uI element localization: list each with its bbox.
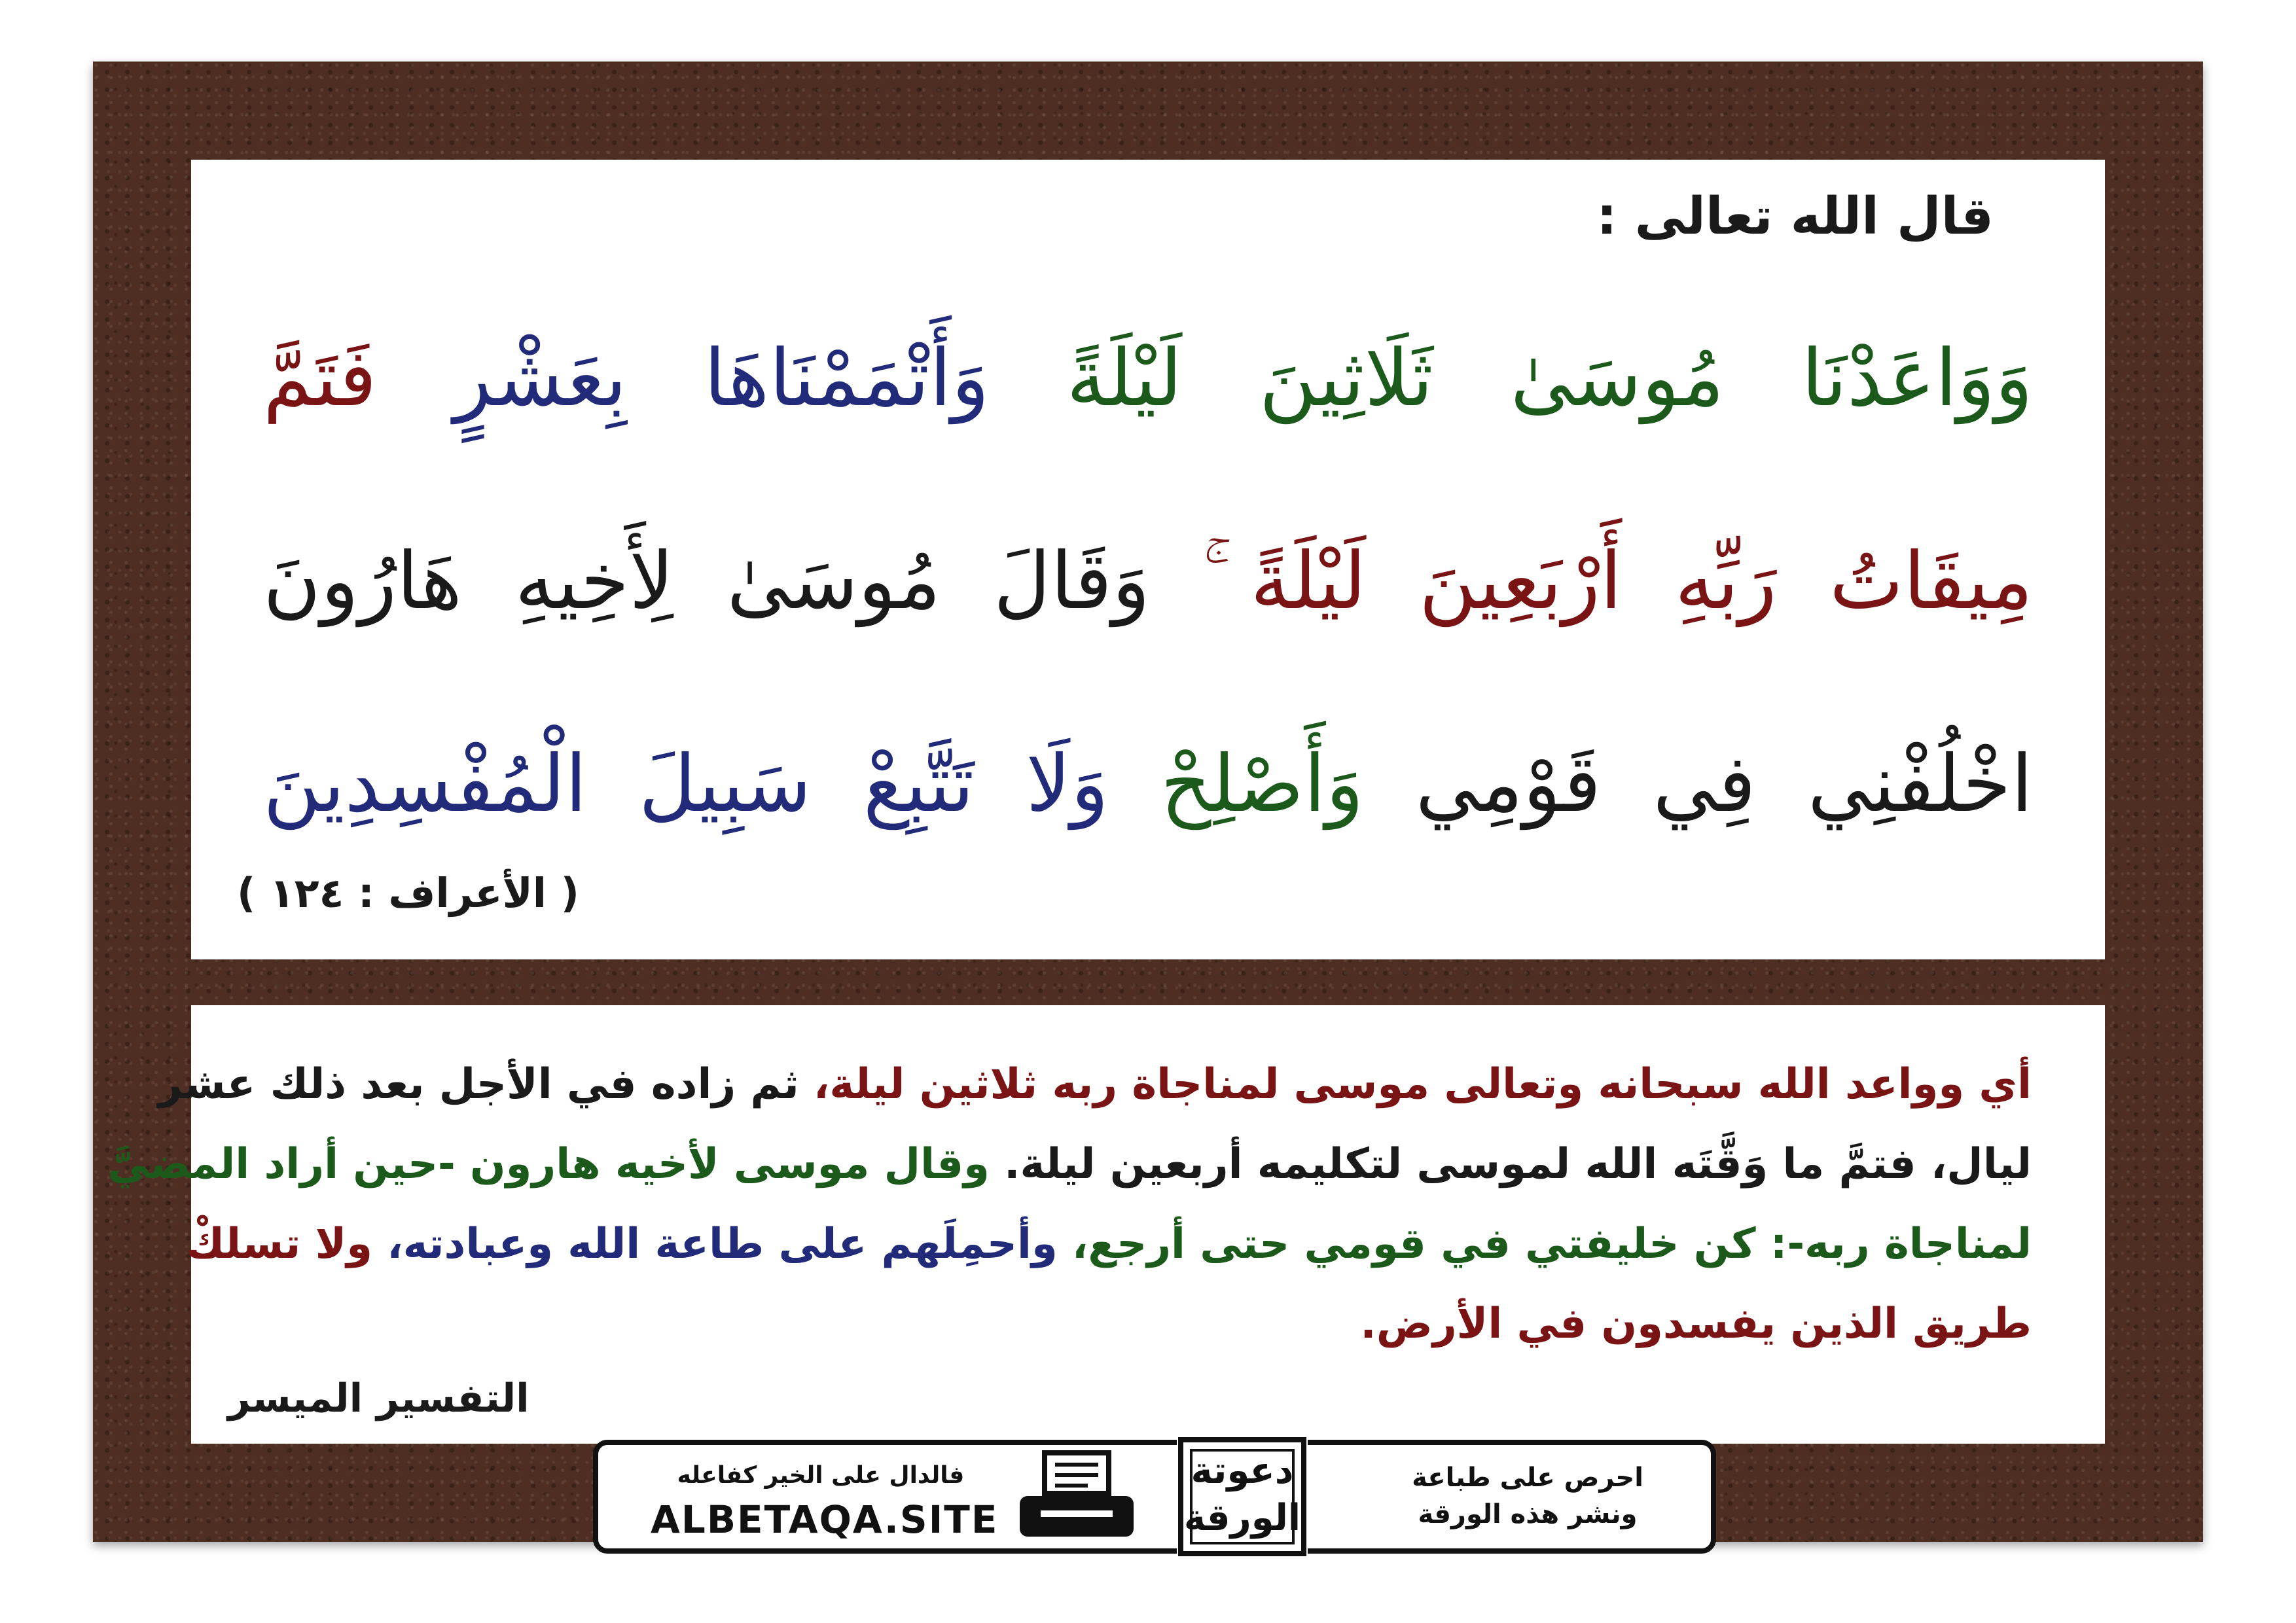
printer-icon <box>1014 1450 1139 1542</box>
tafsir-text <box>107 1044 2032 1364</box>
verse-reference: ( الأعراف : ١٢٤ ) <box>237 869 579 917</box>
verse-segment: وَقَالَ مُوسَىٰ لِأَخِيهِ هَارُونَ <box>263 536 1151 627</box>
verse-panel <box>191 160 2105 959</box>
tafsir-line <box>186 1204 2032 1284</box>
verse-segment: مِيقَاتُ رَبِّهِ أَرْبَعِينَ لَيْلَةً ۚ <box>1150 536 2033 627</box>
verse-segment: وَوَاعَدْنَا مُوسَىٰ ثَلَاثِينَ لَيْلَةً <box>989 333 2033 424</box>
footer-bar <box>593 1440 1716 1554</box>
tafsir-segment: وقال موسى لأخيه هارون -حين أراد المضيَّ <box>107 1140 990 1188</box>
footer-print-line: احرص على طباعة <box>1412 1463 1643 1493</box>
logo-line: دعوتة <box>1191 1450 1294 1492</box>
logo <box>1177 1436 1308 1558</box>
tafsir-segment: ولا تسلكْ <box>186 1220 373 1268</box>
verse-segment: اخْلُفْنِي فِي قَوْمِي <box>1363 739 2034 830</box>
tafsir-panel <box>107 1005 2105 1444</box>
tafsir-source: التفسير الميسر <box>228 1376 529 1421</box>
footer-print-line: ونشر هذه الورقة <box>1418 1499 1638 1529</box>
tafsir-line <box>158 1044 2032 1124</box>
footer-site-link[interactable]: ALBETAQA.SITE <box>651 1497 999 1542</box>
tafsir-segment: وأحمِلَهم على طاعة الله وعبادته، <box>372 1220 1058 1268</box>
tafsir-line <box>264 1284 2032 1364</box>
tafsir-line <box>107 1124 2032 1204</box>
tafsir-segment: طريق الذين يفسدون في الأرض. <box>1360 1300 2032 1348</box>
logo-text <box>1177 1448 1308 1542</box>
tafsir-segment: أي وواعد الله سبحانه وتعالى موسى لمناجاة ربه ثلاثين ليلة، <box>798 1060 2032 1109</box>
page-title: قال الله تعالى : <box>1596 187 1994 246</box>
verse-segment: فَتَمَّ <box>263 333 377 424</box>
verse-segment: وَأَصْلِحْ <box>1109 739 1364 830</box>
footer-print-note <box>1390 1459 1665 1533</box>
footer-site-caption: فالدال على الخير كفاعله <box>677 1462 965 1489</box>
quran-verse <box>263 277 2033 886</box>
verse-segment: وَلَا تَتَّبِعْ سَبِيلَ الْمُفْسِدِينَ <box>263 739 1109 830</box>
verse-line <box>263 480 2033 683</box>
verse-segment: وَأَتْمَمْنَاهَا بِعَشْرٍ <box>376 333 990 424</box>
tafsir-segment: ليال، فتمَّ ما وَقَّتَه الله لموسى لتكليمه أربعين ليلة. <box>989 1140 2032 1188</box>
logo-line: الورقة <box>1183 1497 1301 1539</box>
verse-line <box>263 277 2033 480</box>
verse-line <box>263 683 2033 886</box>
tafsir-segment: ثم زاده في الأجل بعد ذلك عشر <box>158 1060 799 1109</box>
tafsir-segment: لمناجاة ربه-: كن خليفتي في قومي حتى أرجع، <box>1057 1220 2032 1268</box>
